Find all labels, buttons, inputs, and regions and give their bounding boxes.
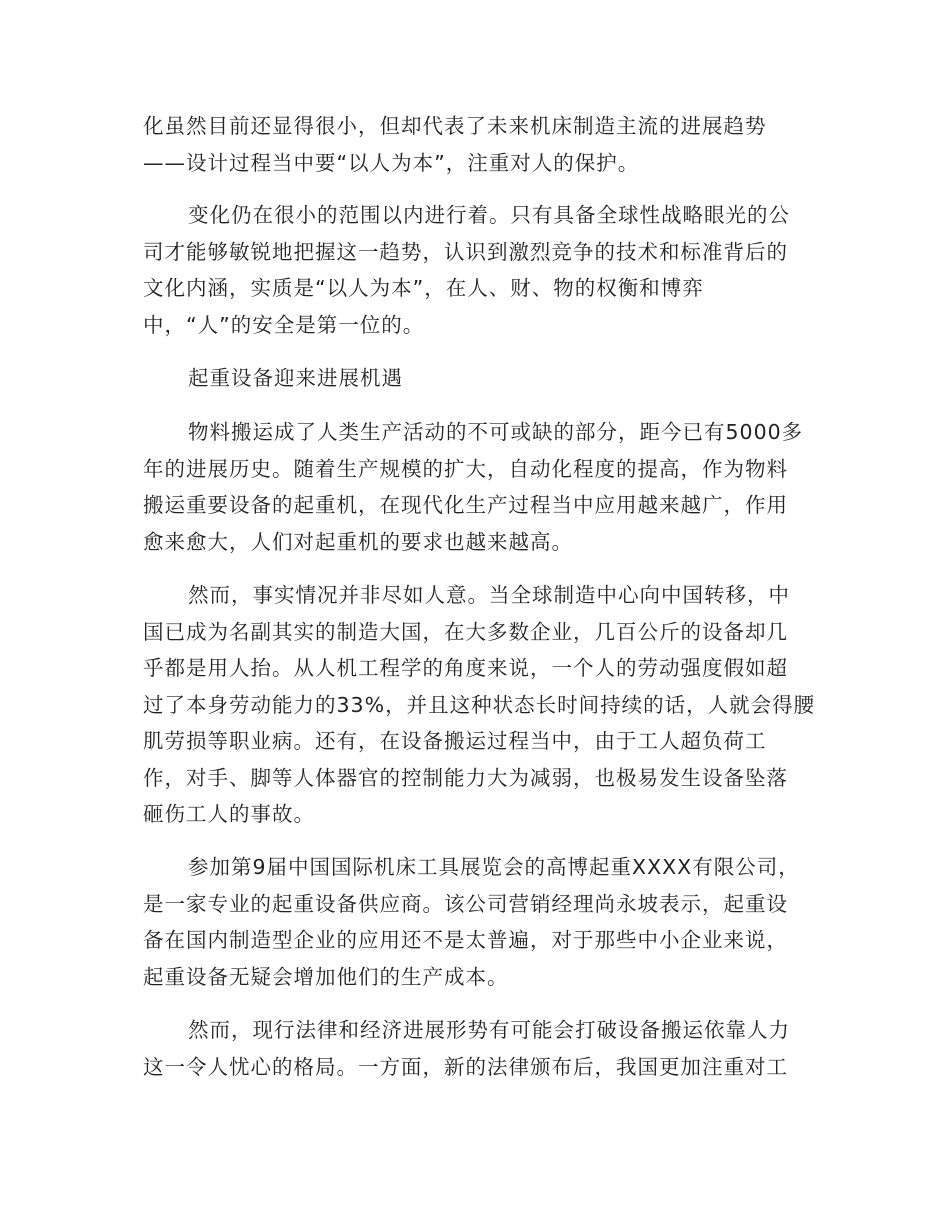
text-line: 过了本身劳动能力的33%，并且这种状态长时间持续的话，人就会得腰 — [143, 692, 816, 717]
text-line: 然而，事实情况并非尽如人意。当全球制造中心向中国转移，中 — [188, 583, 790, 607]
text-line: 国已成为名副其实的制造大国，在大多数企业，几百公斤的设备却几 — [143, 619, 788, 644]
text-line: 文化内涵，实质是“以人为本”，在人、财、物的权衡和博弈 — [143, 276, 704, 300]
text-line: 乎都是用人抬。从人机工程学的角度来说，一个人的劳动强度假如超 — [143, 656, 788, 680]
text-line: 物料搬运成了人类生产活动的不可或缺的部分，距今已有5000多 — [188, 420, 804, 444]
paragraph-4 — [143, 414, 813, 560]
text-line: 是一家专业的起重设备供应商。该公司营销经理尚永坡表示，起重设 — [143, 891, 788, 916]
text-line: 作，对手、脚等人体器官的控制能力大为减弱，也极易发生设备坠落 — [143, 765, 788, 790]
text-line: 变化仍在很小的范围以内进行着。只有具备全球性战略眼光的公 — [188, 203, 790, 227]
text-line: 砸伤工人的事故。 — [143, 802, 315, 826]
text-line: 搬运重要设备的起重机，在现代化生产过程当中应用越来越广，作用 — [143, 493, 788, 517]
text-line: 愈来愈大，人们对起重机的要求也越来越高。 — [143, 529, 573, 554]
heading-text: 起重设备迎来进展机遇 — [188, 366, 403, 390]
paragraph-1 — [143, 108, 813, 181]
text-line: 化虽然目前还显得很小，但却代表了未来机床制造主流的进展趋势 — [143, 114, 767, 138]
section-heading — [143, 360, 813, 397]
text-line: 年的进展历史。随着生产规模的扩大，自动化程度的提高，作为物料 — [143, 456, 788, 481]
paragraph-5 — [143, 577, 816, 833]
text-line: 参加第9届中国国际机床工具展览会的高博起重XXXX有限公司， — [188, 855, 800, 879]
paragraph-6 — [143, 849, 813, 995]
text-line: 起重设备无疑会增加他们的生产成本。 — [143, 964, 509, 989]
paragraph-7 — [143, 1012, 813, 1085]
text-line: 然而，现行法律和经济进展形势有可能会打破设备搬运依靠人力 — [188, 1018, 790, 1042]
text-line: 肌劳损等职业病。还有，在设备搬运过程当中，由于工人超负荷工 — [143, 729, 767, 753]
text-line: ——设计过程当中要“以人为本”，注重对人的保护。 — [143, 150, 640, 175]
text-line: 这一令人忧心的格局。一方面，新的法律颁布后，我国更加注重对工 — [143, 1054, 788, 1079]
paragraph-2 — [143, 197, 813, 343]
text-line: 备在国内制造型企业的应用还不是太普遍，对于那些中小企业来说， — [143, 928, 788, 952]
text-line: 司才能够敏锐地把握这一趋势，认识到激烈竞争的技术和标准背后的 — [143, 239, 788, 264]
text-line: 中，“人”的安全是第一位的。 — [143, 312, 425, 337]
